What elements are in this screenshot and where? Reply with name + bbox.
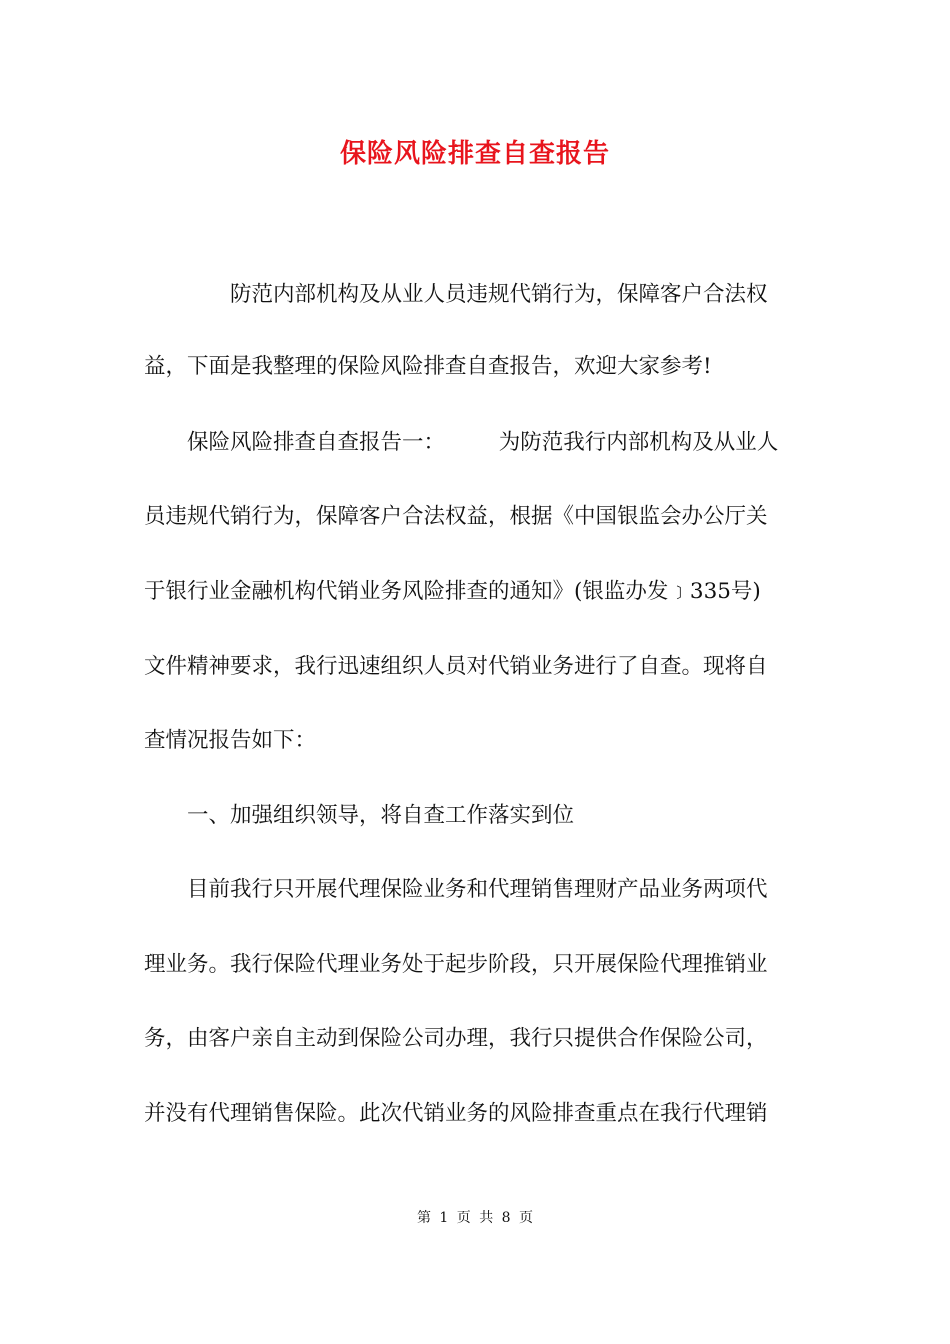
- body-line: 文件精神要求，我行迅速组织人员对代销业务进行了自查。现将自: [144, 654, 768, 679]
- body-line: 员违规代销行为，保障客户合法权益，根据《中国银监会办公厅关: [144, 504, 768, 529]
- section-heading: 一、加强组织领导，将自查工作落实到位: [144, 803, 575, 828]
- document-title: 保险风险排查自查报告: [339, 139, 610, 169]
- body-line: 防范内部机构及从业人员违规代销行为，保障客户合法权: [144, 282, 768, 307]
- body-line: 目前我行只开展代理保险业务和代理销售理财产品业务两项代: [144, 877, 768, 902]
- page-number-footer: 第 1 页 共 8 页: [416, 1210, 534, 1226]
- body-line: 理业务。我行保险代理业务处于起步阶段，只开展保险代理推销业: [144, 952, 768, 977]
- body-line: 保险风险排查自查报告一： 为防范我行内部机构及从业人: [144, 430, 779, 455]
- body-line: 于银行业金融机构代销业务风险排查的通知》(银监办发﹞335号): [144, 579, 761, 604]
- body-line: 益，下面是我整理的保险风险排查自查报告，欢迎大家参考!: [144, 354, 712, 379]
- body-line: 务，由客户亲自主动到保险公司办理，我行只提供合作保险公司，: [144, 1026, 768, 1051]
- body-line: 并没有代理销售保险。此次代销业务的风险排查重点在我行代理销: [144, 1101, 768, 1126]
- body-line: 查情况报告如下：: [144, 728, 317, 753]
